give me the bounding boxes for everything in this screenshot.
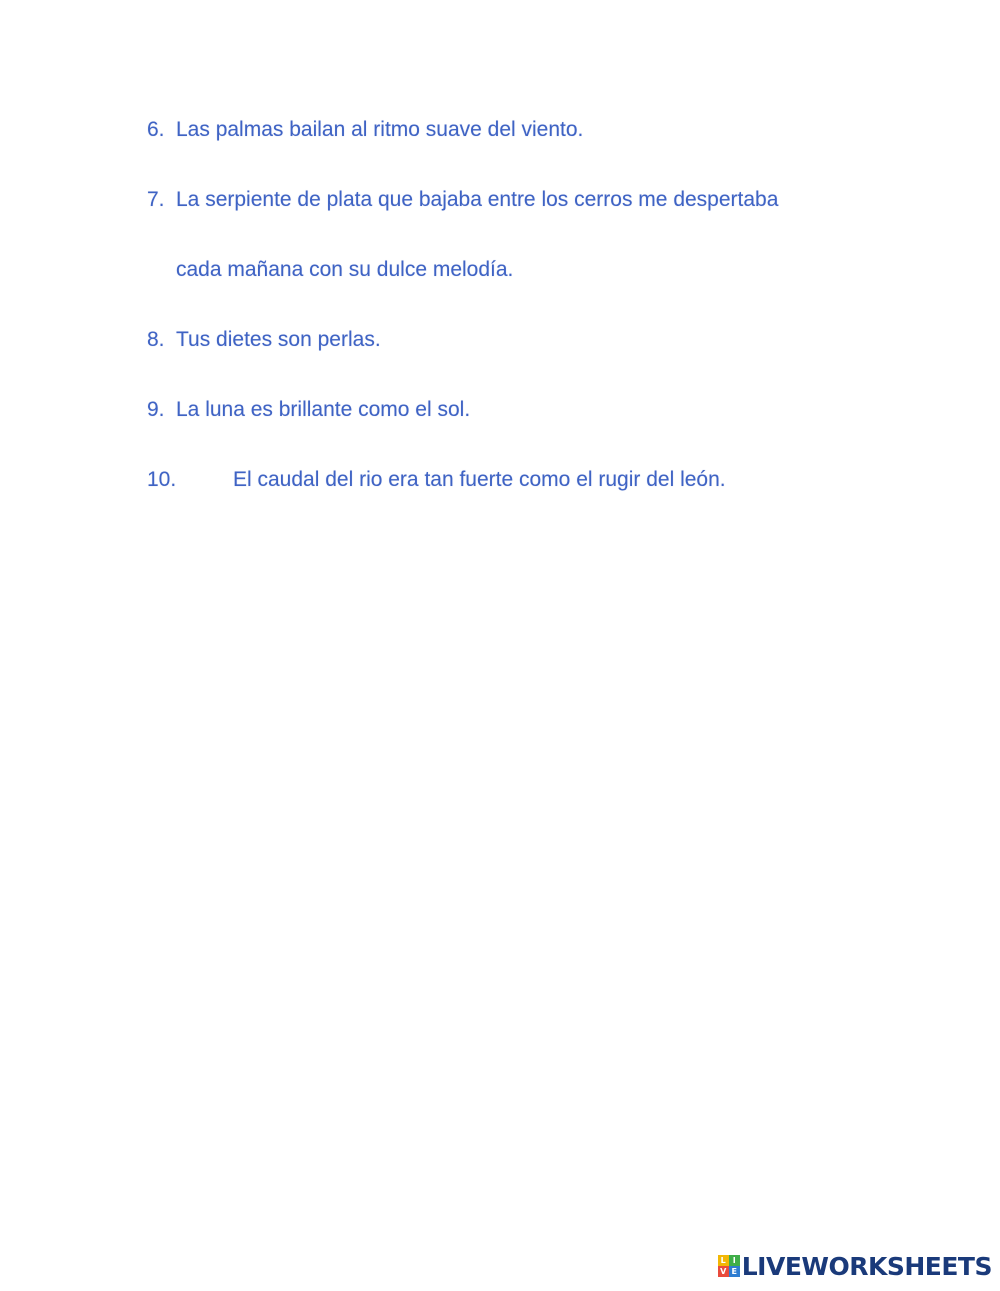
item-line: La luna es brillante como el sol. [176, 398, 471, 421]
sentence-list [147, 116, 907, 494]
item-number: 6. [147, 118, 165, 141]
item-text [176, 186, 907, 284]
list-item-8 [147, 326, 907, 354]
logo-mark-cell: L [718, 1255, 729, 1266]
logo-mark-cell: I [729, 1255, 740, 1266]
item-number: 10. [147, 468, 177, 491]
list-item-9 [147, 396, 907, 424]
logo-mark-cell: E [729, 1266, 740, 1277]
item-text [176, 396, 907, 424]
item-line: cada mañana con su dulce melodía. [176, 258, 514, 281]
list-item-7 [147, 186, 907, 284]
item-text [176, 116, 907, 144]
list-item-10 [147, 466, 907, 494]
item-line: Las palmas bailan al ritmo suave del viento. [176, 118, 584, 141]
item-number: 7. [147, 188, 165, 211]
logo-mark-cell: V [718, 1266, 729, 1277]
logo-text: LIVEWORKSHEETS [741, 1251, 992, 1281]
liveworksheets-logo [718, 1251, 992, 1281]
item-text [233, 466, 907, 494]
item-line: Tus dietes son perlas. [176, 328, 381, 351]
list-item-6 [147, 116, 907, 144]
item-text [176, 326, 907, 354]
item-number: 8. [147, 328, 165, 351]
logo-mark-icon [718, 1255, 740, 1277]
item-line: El caudal del rio era tan fuerte como el rugir del león. [233, 468, 726, 491]
item-number: 9. [147, 398, 165, 421]
item-line: La serpiente de plata que bajaba entre los cerros me despertaba [176, 188, 779, 211]
